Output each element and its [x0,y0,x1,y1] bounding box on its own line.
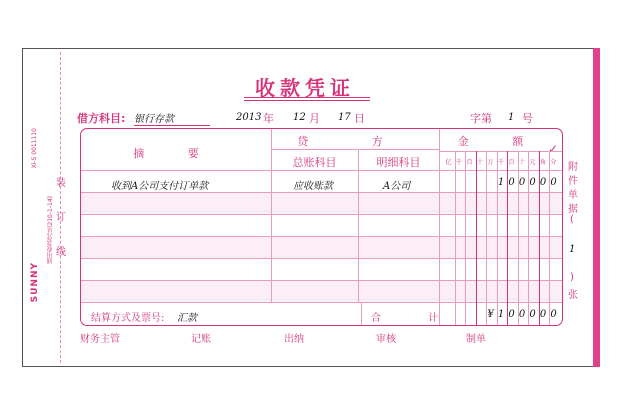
title-underline [244,100,370,101]
check-mark: ✓ [548,142,559,156]
attachment-label-char: 件 [568,176,578,187]
day-value[interactable]: 17 [338,112,351,123]
form-code-text: Xi-S 0011110 [31,128,38,169]
right-edge-strip [593,48,600,367]
bookkeeper-label: 记账 [191,334,211,345]
voucher-number-suffix: 号 [522,112,533,125]
brand-logo-text: SUNNY [30,262,40,303]
preparer-label: 制单 [466,334,486,345]
total-amount-digit[interactable]: 0 [508,309,515,320]
attachment-label-char: 附 [568,162,578,173]
row-1-amount-digit[interactable]: 0 [518,177,526,188]
digit-column-line [465,151,466,325]
month-label: 月 [309,112,320,125]
digit-column-line [455,151,456,325]
digit-header: 十 [518,159,525,166]
total-amount-digit[interactable]: 0 [529,309,536,320]
digit-header: 千 [455,159,462,166]
row-1-general-account[interactable]: 应收账款 [293,181,333,192]
row-1-amount-digit[interactable]: 0 [508,177,515,188]
total-amount-digit[interactable]: 0 [518,309,526,320]
summary-header: 摘 要 [133,147,219,160]
row-1-amount-digit[interactable]: 0 [529,177,536,188]
debit-account-label: 借方科目: [77,112,126,125]
debit-account-value[interactable]: 银行存款 [134,110,210,126]
row-1-amount-digit[interactable]: 0 [539,177,547,188]
settlement-label: 结算方式及票号: [91,313,165,324]
digit-header: 百 [508,159,515,166]
digit-column-line [486,151,487,325]
general-account-header: 总账科目 [292,156,337,169]
voucher-title: 收款凭证 [255,76,355,100]
binding-char: 订 [56,212,66,223]
binding-char: 装 [56,178,66,189]
total-amount-digit[interactable]: 0 [539,309,547,320]
digit-header: 元 [529,159,536,166]
amount-header: 金 额 [457,135,544,148]
day-label: 日 [354,112,365,125]
digit-header: 万 [487,159,494,166]
digit-header: 十 [476,159,483,166]
total-amount-digit[interactable]: 1 [497,309,505,320]
voucher-table [80,128,563,326]
title-underline [244,97,370,98]
digit-header: 千 [497,159,504,166]
total-label: 合 计 [371,313,461,324]
digit-column-line [476,151,477,325]
attachment-open-paren: ( [570,214,574,225]
digit-header: 百 [466,159,473,166]
settlement-value[interactable]: 汇款 [177,313,197,324]
attachment-label-char: 据 [568,204,578,215]
attachment-label-char: 单 [568,190,578,201]
digit-header: 亿 [445,159,452,166]
total-amount-digit[interactable]: 0 [550,309,557,320]
form-type-text: 通用收款凭证(210-1-14) [47,196,54,264]
attachment-close-paren: ) [570,272,574,283]
finance-supervisor-label: 财务主管 [80,334,120,345]
year-label: 年 [263,112,274,125]
row-1-amount-digit[interactable]: 1 [497,177,505,188]
detail-account-header: 明细科目 [376,156,421,169]
year-value[interactable]: 2013 [236,112,262,123]
digit-header: 角 [539,159,546,166]
total-amount-digit[interactable]: ¥ [487,309,494,320]
binding-char: 线 [56,247,66,258]
credit-header: 贷 方 [297,135,413,148]
voucher-number-label: 字第 [470,112,492,125]
month-value[interactable]: 12 [293,112,306,123]
row-1-summary[interactable]: 收到A公司支付订单款 [111,181,209,192]
attachment-unit: 张 [568,290,578,301]
row-1-amount-digit[interactable]: 0 [550,177,557,188]
reviewer-label: 审核 [376,334,396,345]
cashier-label: 出纳 [284,334,304,345]
voucher-number-value[interactable]: 1 [508,112,515,123]
digit-header: 分 [550,159,557,166]
attachment-count[interactable]: 1 [569,244,576,255]
row-1-detail-account[interactable]: A公司 [383,181,411,192]
